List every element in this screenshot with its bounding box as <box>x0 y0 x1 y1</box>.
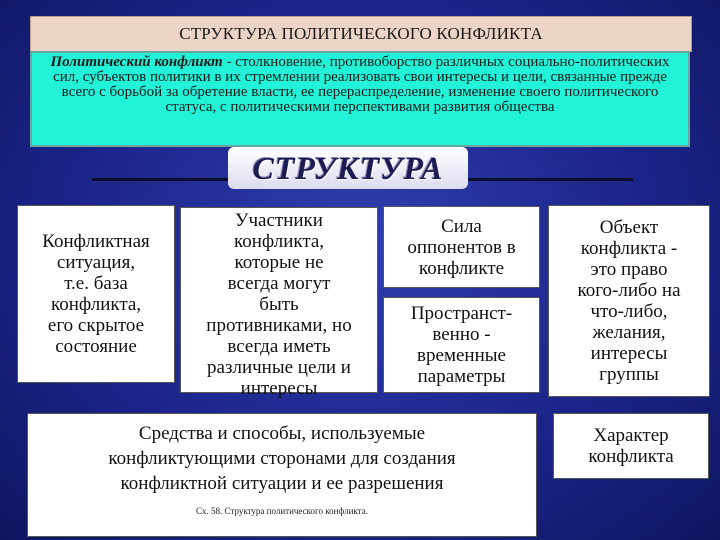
divider-left <box>92 178 232 181</box>
text-line: кого-либо на <box>577 280 681 301</box>
text-line: которые не <box>234 252 324 273</box>
text-line: что-либо, <box>590 301 668 322</box>
text-line: состояние <box>55 336 137 357</box>
definition-term: Политический конфликт <box>50 54 223 70</box>
text-line: конфликта - <box>580 238 678 259</box>
text-line: Характер <box>593 425 669 446</box>
definition-box <box>30 51 690 147</box>
divider-right <box>468 178 633 181</box>
text-line: группы <box>599 364 659 385</box>
text-line: интересы <box>590 343 668 364</box>
text-line: конфликтующими сторонами для создания <box>108 448 456 469</box>
text-line: венно - <box>432 324 491 345</box>
text-line: конфликта <box>588 446 674 467</box>
text-line: Конфликтная <box>42 231 150 252</box>
text-line: противниками, но <box>206 315 352 336</box>
conflict-situation-box <box>17 205 175 383</box>
space-time-box <box>383 297 540 393</box>
figure-caption: Сх. 58. Структура политического конфликта. <box>196 506 368 516</box>
structure-heading <box>228 147 468 189</box>
text-line: его скрытое <box>47 315 145 336</box>
text-line: быть <box>259 294 299 315</box>
means-box <box>27 413 537 537</box>
text-line: оппонентов в <box>407 236 516 258</box>
text-line: т.е. база <box>64 273 128 294</box>
text-line: всегда могут <box>227 273 331 294</box>
text-line: интересы <box>240 378 318 399</box>
conflict-character-box <box>553 413 709 479</box>
slide-title: СТРУКТУРА ПОЛИТИЧЕСКОГО КОНФЛИКТА <box>30 16 692 52</box>
text-line: Участники <box>235 210 323 231</box>
conflict-object-box <box>548 205 710 397</box>
text-line: Пространст- <box>410 303 513 324</box>
text-line: конфликта, <box>233 231 325 252</box>
text-line: это право <box>590 259 668 280</box>
text-line: Сила <box>441 215 482 237</box>
text-line: параметры <box>417 366 506 387</box>
text-line: Средства и способы, используемые <box>138 423 426 444</box>
text-line: различные цели и <box>207 357 351 378</box>
text-line: ситуация, <box>56 252 136 273</box>
text-line: временные <box>417 345 506 366</box>
text-line: конфликте <box>418 257 505 279</box>
text-line: желания, <box>592 322 666 343</box>
means-text <box>28 421 536 496</box>
definition-text: - столкновение, противоборство различных социально-политических сил, субъектов политики в их стремлении реализовать свои интересы и цели, связанные прежде всего с борьбой за обретение власти, ее перераспределение, изменение своего политического статуса, с политическими перспективами развития общества <box>53 54 670 115</box>
text-line: конфликта, <box>50 294 142 315</box>
participants-box <box>180 207 378 399</box>
opponent-strength-box <box>383 206 540 288</box>
structure-heading-text: СТРУКТУРА <box>252 149 444 186</box>
text-line: конфликтной ситуации и ее разрешения <box>120 473 444 494</box>
text-line: Объект <box>599 217 659 238</box>
text-line: всегда иметь <box>227 336 331 357</box>
